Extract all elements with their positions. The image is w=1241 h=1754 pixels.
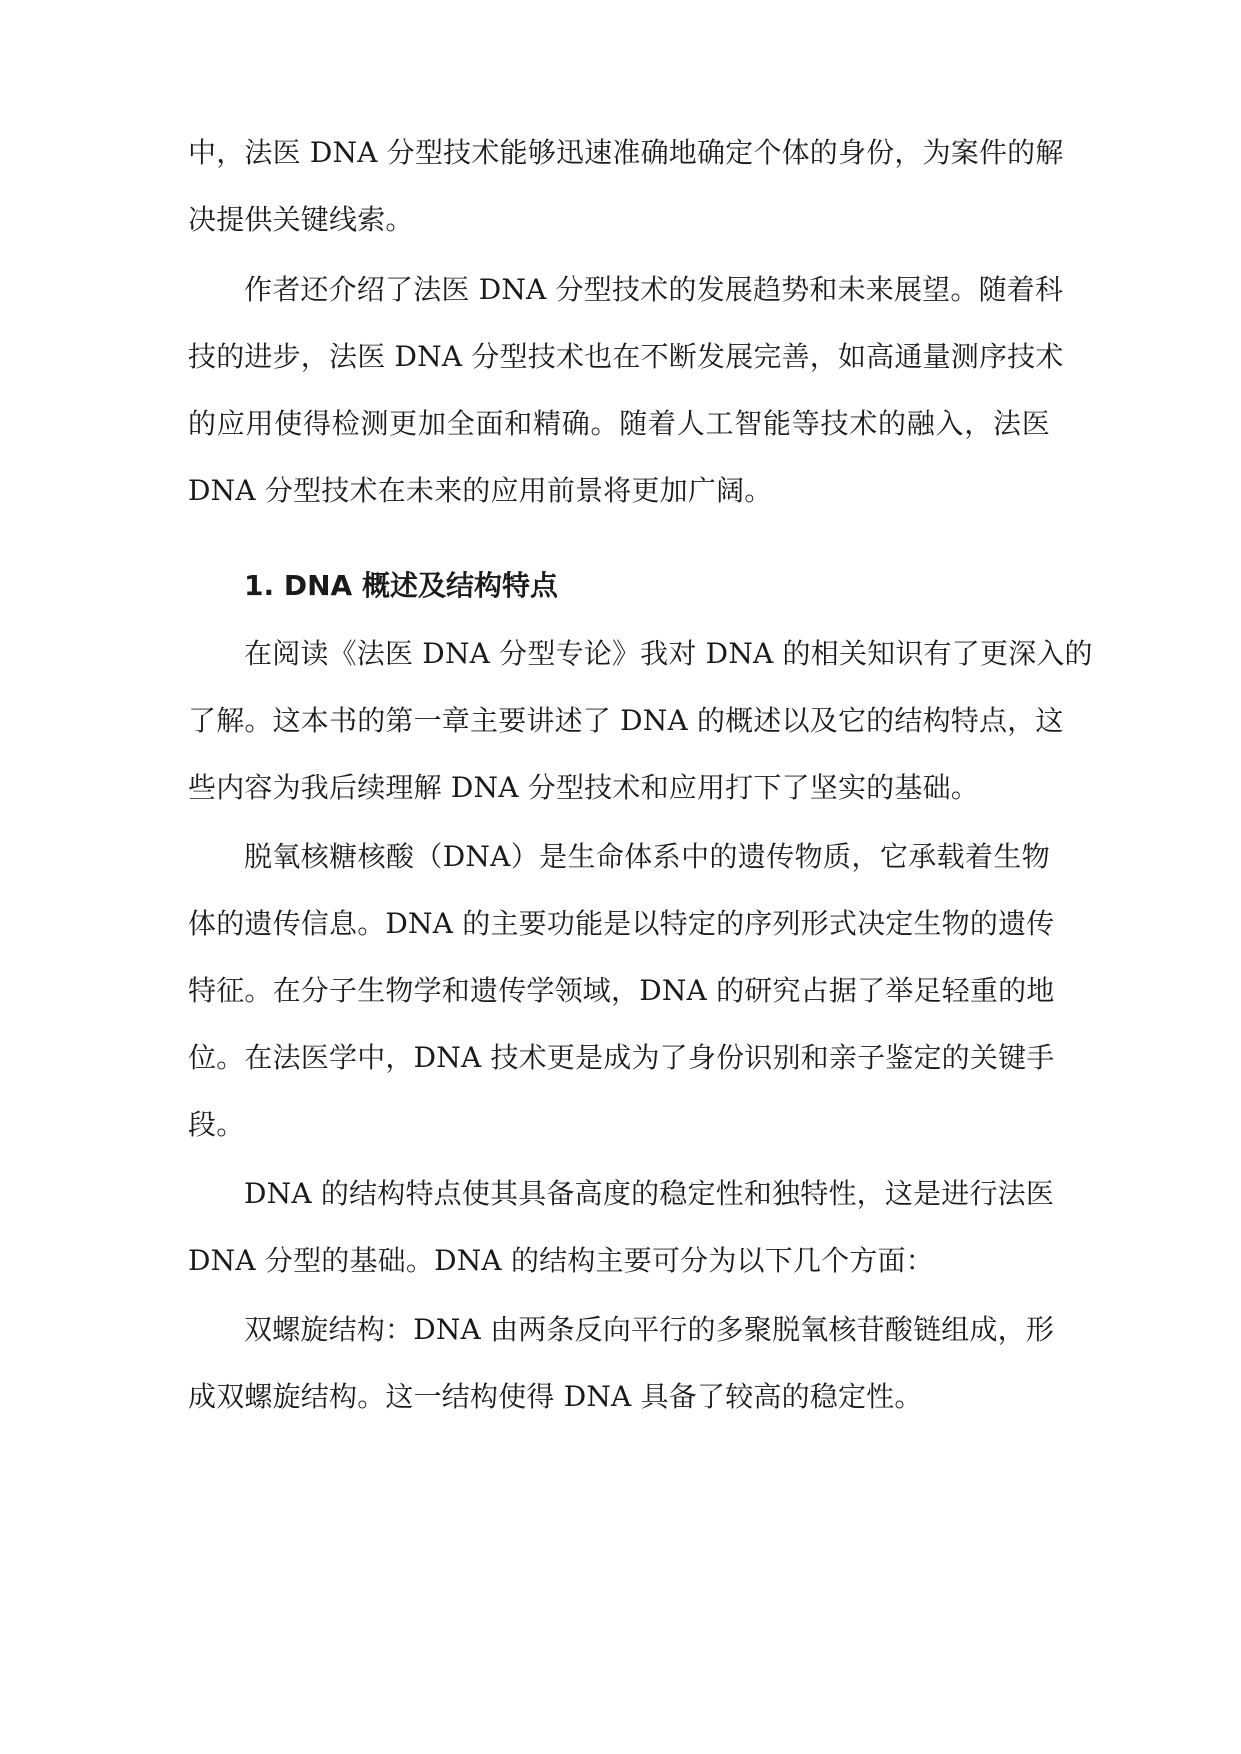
- paragraph-line: 技的进步，法医 DNA 分型技术也在不断发展完善，如高通量测序技术: [188, 340, 1064, 373]
- paragraph-line: 在阅读《法医 DNA 分型专论》我对 DNA 的相关知识有了更深入的: [244, 637, 1093, 670]
- paragraph-line: 作者还介绍了法医 DNA 分型技术的发展趋势和未来展望。随着科: [244, 273, 1064, 306]
- paragraph-line: 段。: [188, 1108, 245, 1141]
- paragraph-line: DNA 的结构特点使其具备高度的稳定性和独特性，这是进行法医: [244, 1177, 1055, 1210]
- paragraph-line: DNA 分型的基础。DNA 的结构主要可分为以下几个方面：: [188, 1244, 934, 1277]
- paragraph-line: 决提供关键线索。: [188, 203, 414, 236]
- paragraph-line: 双螺旋结构：DNA 由两条反向平行的多聚脱氧核苷酸链组成，形: [244, 1313, 1055, 1346]
- paragraph-line: DNA 分型技术在未来的应用前景将更加广阔。: [188, 474, 773, 507]
- section-heading: 1. DNA 概述及结构特点: [244, 569, 558, 602]
- paragraph-line: 位。在法医学中，DNA 技术更是成为了身份识别和亲子鉴定的关键手: [188, 1041, 1055, 1074]
- paragraph-line: 体的遗传信息。DNA 的主要功能是以特定的序列形式决定生物的遗传: [188, 907, 1055, 940]
- paragraph-line: 中，法医 DNA 分型技术能够迅速准确地确定个体的身份，为案件的解: [188, 136, 1064, 169]
- paragraph-line: 特征。在分子生物学和遗传学领域，DNA 的研究占据了举足轻重的地: [188, 974, 1055, 1007]
- paragraph-line: 成双螺旋结构。这一结构使得 DNA 具备了较高的稳定性。: [188, 1380, 923, 1413]
- paragraph-line: 了解。这本书的第一章主要讲述了 DNA 的概述以及它的结构特点，这: [188, 704, 1064, 737]
- paragraph-line: 脱氧核糖核酸（DNA）是生命体系中的遗传物质，它承载着生物: [244, 840, 1050, 873]
- paragraph-line: 些内容为我后续理解 DNA 分型技术和应用打下了坚实的基础。: [188, 771, 979, 804]
- paragraph-line: 的应用使得检测更加全面和精确。随着人工智能等技术的融入，法医: [188, 407, 1050, 440]
